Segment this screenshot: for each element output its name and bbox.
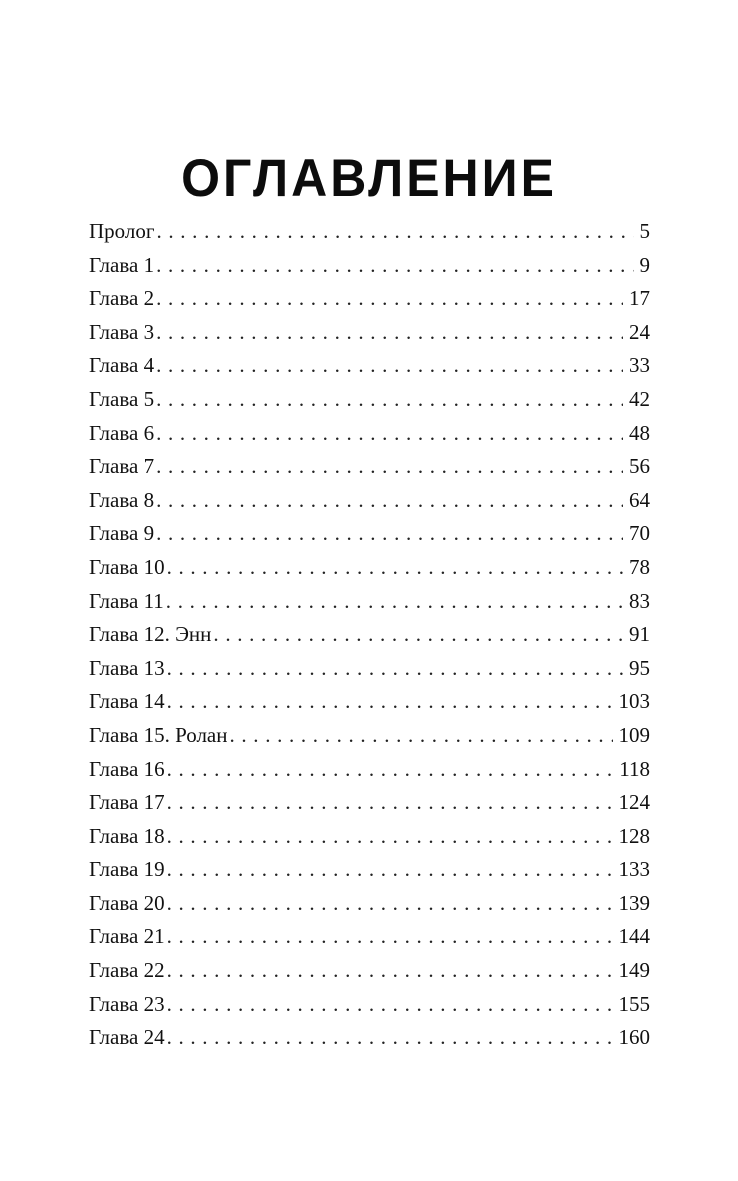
toc-entry-label: Глава 8 [89,487,155,512]
toc-entry[interactable] [89,652,650,686]
page-title: ОГЛАВЛЕНИЕ [181,148,557,207]
toc-entry-label: Глава 18 [89,823,165,848]
toc-entry-page: 48 [629,420,650,445]
leader-dots [167,1021,613,1055]
toc-entry-page: 103 [618,689,650,714]
leader-dots [213,618,623,652]
toc-entry[interactable] [89,1021,650,1055]
toc-entry-page: 33 [629,353,650,378]
toc-entry[interactable] [89,349,650,383]
toc-entry-page: 139 [618,890,650,915]
leader-dots [156,349,623,383]
leader-dots [156,417,623,451]
toc-entry-page: 144 [618,924,650,949]
toc-entry-page: 133 [618,857,650,882]
toc-entry[interactable] [89,517,650,551]
leader-dots [230,719,613,753]
toc-entry[interactable] [89,215,650,249]
toc-entry-label: Глава 24 [89,1025,165,1050]
toc-entry-page: 160 [618,1025,650,1050]
toc-entry[interactable] [89,887,650,921]
toc-entry[interactable] [89,786,650,820]
toc-entry[interactable] [89,282,650,316]
toc-entry[interactable] [89,585,650,619]
leader-dots [167,551,623,585]
leader-dots [156,316,623,350]
toc-entry-label: Глава 3 [89,319,155,344]
leader-dots [156,450,623,484]
toc-entry-page: 91 [629,622,650,647]
toc-entry-label: Глава 12. Энн [89,622,212,647]
toc-entry-label: Глава 9 [89,521,155,546]
toc-entry-label: Глава 22 [89,958,165,983]
toc-entry[interactable] [89,249,650,283]
toc-entry-label: Глава 20 [89,890,165,915]
toc-entry-label: Глава 5 [89,386,155,411]
toc-entry-page: 78 [629,554,650,579]
toc-entry[interactable] [89,920,650,954]
toc-entry[interactable] [89,383,650,417]
leader-dots [167,753,614,787]
toc-entry-page: 42 [629,386,650,411]
leader-dots [167,988,613,1022]
toc-entry-label: Глава 2 [89,286,155,311]
leader-dots [167,685,613,719]
leader-dots [166,585,623,619]
table-of-contents [89,215,650,1055]
toc-entry-label: Глава 13 [89,655,165,680]
toc-entry-label: Глава 16 [89,756,165,781]
toc-entry[interactable] [89,954,650,988]
toc-entry-page: 118 [619,756,650,781]
toc-entry-page: 128 [618,823,650,848]
toc-entry[interactable] [89,316,650,350]
leader-dots [167,853,613,887]
toc-entry[interactable] [89,450,650,484]
toc-entry-page: 9 [639,252,650,277]
toc-entry[interactable] [89,988,650,1022]
toc-entry-page: 17 [629,286,650,311]
toc-entry-label: Глава 11 [89,588,164,613]
toc-entry-label: Пролог [89,219,155,243]
toc-entry-page: 83 [629,588,650,613]
leader-dots [167,920,613,954]
leader-dots [156,383,623,417]
leader-dots [167,786,613,820]
toc-entry-page: 109 [618,722,650,747]
toc-entry-label: Глава 21 [89,924,165,949]
toc-entry[interactable] [89,853,650,887]
toc-entry-label: Глава 14 [89,689,165,714]
toc-entry-page: 64 [629,487,650,512]
leader-dots [167,887,613,921]
toc-entry-page: 5 [639,219,650,243]
toc-entry-label: Глава 7 [89,454,155,479]
toc-entry[interactable] [89,719,650,753]
leader-dots [156,517,623,551]
toc-entry-page: 56 [629,454,650,479]
toc-entry-label: Глава 19 [89,857,165,882]
toc-entry[interactable] [89,484,650,518]
toc-entry[interactable] [89,417,650,451]
toc-entry-page: 70 [629,521,650,546]
toc-entry[interactable] [89,753,650,787]
toc-entry[interactable] [89,685,650,719]
toc-entry-label: Глава 10 [89,554,165,579]
leader-dots [156,215,633,249]
toc-entry-label: Глава 4 [89,353,155,378]
toc-entry-page: 24 [629,319,650,344]
leader-dots [167,652,623,686]
toc-entry-label: Глава 1 [89,252,155,277]
leader-dots [167,954,613,988]
toc-entry[interactable] [89,551,650,585]
toc-entry-page: 149 [618,958,650,983]
toc-entry[interactable] [89,820,650,854]
toc-entry-page: 95 [629,655,650,680]
toc-entry[interactable] [89,618,650,652]
toc-entry-label: Глава 23 [89,991,165,1016]
toc-entry-label: Глава 6 [89,420,155,445]
toc-entry-label: Глава 15. Ролан [89,722,228,747]
toc-entry-label: Глава 17 [89,790,165,815]
toc-entry-page: 124 [618,790,650,815]
leader-dots [156,249,633,283]
leader-dots [156,484,623,518]
leader-dots [156,282,623,316]
leader-dots [167,820,613,854]
toc-entry-page: 155 [618,991,650,1016]
